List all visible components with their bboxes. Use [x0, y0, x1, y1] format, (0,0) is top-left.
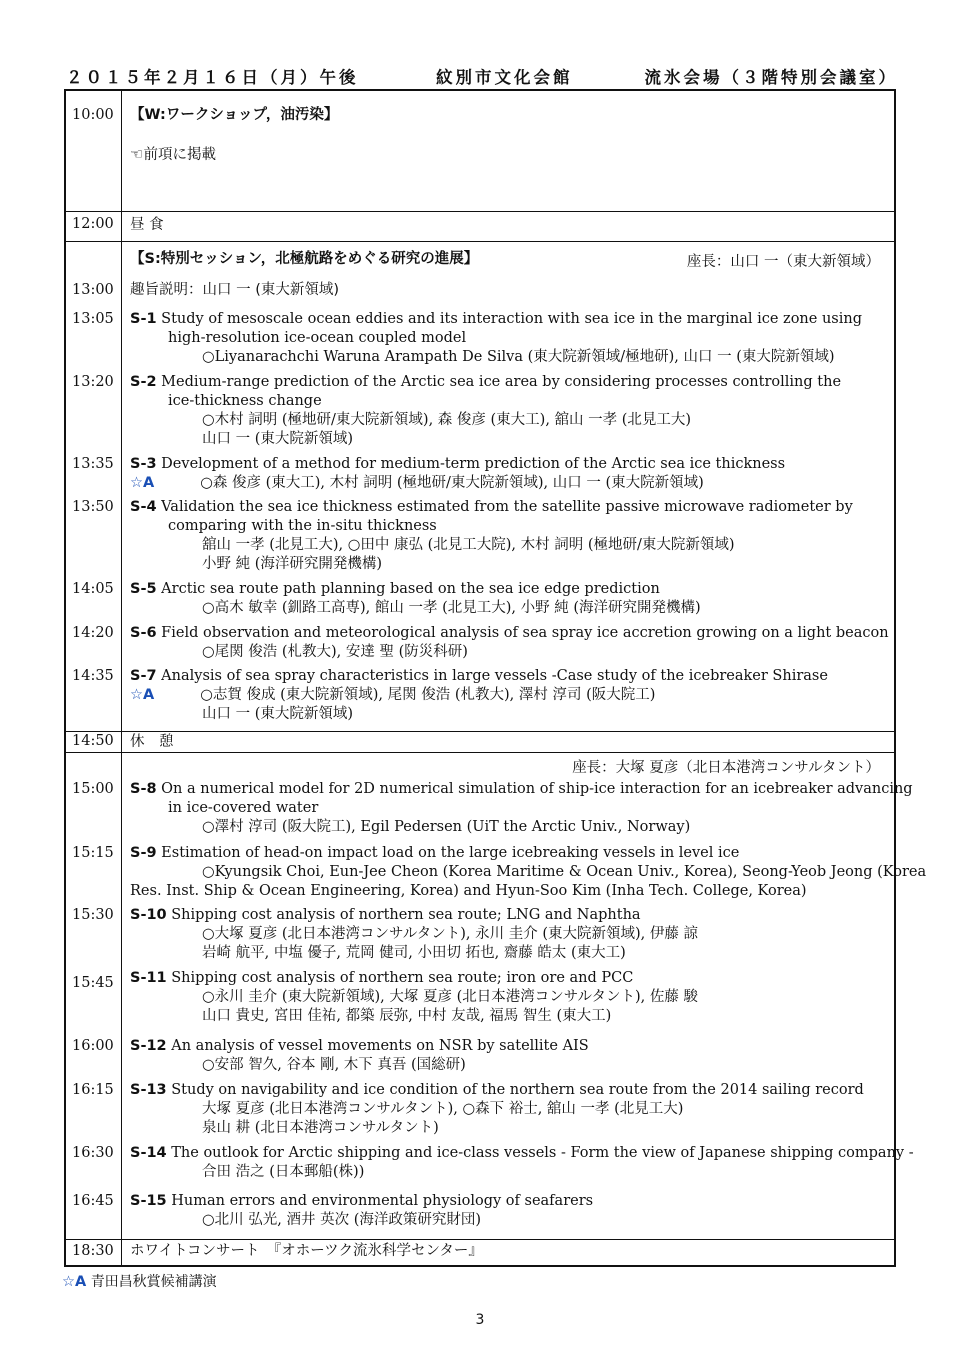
talk-title: Human errors and environmental physiology of seafarers	[171, 1193, 594, 1209]
talk-s11	[130, 969, 888, 1026]
special-session-title: 【S:特別セッション，北極航路をめぐる研究の進展】	[130, 251, 479, 267]
talk-id: S-8	[130, 781, 157, 797]
talk-id: S-1	[130, 311, 157, 327]
footnote	[62, 1271, 217, 1291]
talk-id: S-15	[130, 1193, 167, 1209]
talk-authors: ○澤村 淳司 (阪大院工), Egil Pedersen (UiT the Arctic Univ., Norway)	[202, 819, 691, 835]
talk-title-cont: in ice-covered water	[168, 800, 319, 816]
talk-title: Medium-range prediction of the Arctic sea ice area by considering processes controlling the	[161, 374, 842, 390]
time-s3: 13:35	[72, 456, 114, 472]
talk-s6	[130, 624, 888, 662]
time-s1: 13:05	[72, 311, 114, 327]
talk-title: Analysis of sea spray characteristics in large vessels -Case study of the icebreaker Shirase	[161, 668, 828, 684]
talk-id: S-12	[130, 1038, 167, 1054]
talk-authors: ○高木 敏幸 (釧路工高専), 館山 一孝 (北見工大), 小野 純 (海洋研究開発機構)	[202, 600, 701, 616]
footnote-text: 青田昌秋賞候補講演	[90, 1274, 217, 1290]
page-header	[62, 64, 898, 88]
talk-authors: 山口 貴史, 宮田 佳祐, 都築 辰弥, 中村 友哉, 福馬 智生 (東大工)	[202, 1008, 612, 1024]
time-s8: 15:00	[72, 781, 114, 797]
talk-authors: ○Liyanarachchi Waruna Arampath De Silva (東大院新領域/極地研), 山口 一 (東大院新領域)	[202, 349, 835, 365]
page-number: 3	[475, 1312, 485, 1328]
talk-authors: ○尾関 俊浩 (札教大), 安達 聖 (防災科研)	[202, 644, 468, 660]
row-divider	[66, 211, 894, 212]
break-label: 休 憩	[130, 734, 174, 750]
row-divider	[66, 731, 894, 732]
concert-label: ホワイトコンサート 『オホーツク流氷科学センター』	[130, 1243, 483, 1259]
talk-authors: ○志賀 俊成 (東大院新領域), 尾関 俊浩 (札教大), 澤村 淳司 (阪大院工)	[200, 687, 656, 703]
talk-authors: 大塚 夏彦 (北日本港湾コンサルタント), ○森下 裕士, 舘山 一孝 (北見工大)	[202, 1101, 684, 1117]
talk-id: S-14	[130, 1145, 167, 1161]
talk-s8	[130, 780, 913, 837]
talk-authors: ○永川 圭介 (東大院新領域), 大塚 夏彦 (北日本港湾コンサルタント), 佐藤 駿	[202, 989, 698, 1005]
talk-authors: ○木村 詞明 (極地研/東大院新領域), 森 俊彦 (東大工), 舘山 一孝 (北見工大)	[202, 412, 692, 428]
time-s6: 14:20	[72, 625, 114, 641]
talk-id: S-5	[130, 581, 157, 597]
talk-authors: 合田 浩之 (日本郵船(株))	[202, 1164, 365, 1180]
time-workshop: 10:00	[72, 107, 114, 123]
talk-s2	[130, 373, 888, 449]
row-divider	[66, 1239, 894, 1240]
talk-s15	[130, 1192, 888, 1230]
time-intro: 13:00	[72, 282, 114, 298]
venue-name: 紋別市文化会館	[436, 68, 573, 87]
workshop-title: 【W:ワークショップ，油汚染】	[130, 107, 339, 123]
talk-authors: ○大塚 夏彦 (北日本港湾コンサルタント), 永川 圭介 (東大院新領域), 伊藤 諒	[202, 926, 698, 942]
talk-title: Shipping cost analysis of northern sea route; LNG and Naphtha	[171, 907, 641, 923]
room-name: 流氷会場（３階特別会議室）	[644, 68, 898, 87]
talk-s1	[130, 310, 888, 367]
talk-authors: 舘山 一孝 (北見工大), ○田中 康弘 (北見工大院), 木村 詞明 (極地研/東大院新領域)	[202, 537, 735, 553]
talk-id: S-4	[130, 499, 157, 515]
talk-s3	[130, 455, 888, 493]
time-concert: 18:30	[72, 1243, 114, 1259]
session-intro: 趣旨説明：山口 一 (東大新領域)	[130, 282, 340, 298]
pointing-hand-icon: ☜	[130, 145, 144, 163]
talk-title: Estimation of head-on impact load on the large icebreaking vessels in level ice	[161, 845, 740, 861]
talk-id: S-9	[130, 845, 157, 861]
talk-title: Shipping cost analysis of northern sea route; iron ore and PCC	[171, 970, 634, 986]
talk-s7	[130, 667, 888, 724]
time-s7: 14:35	[72, 668, 114, 684]
time-s9: 15:15	[72, 845, 114, 861]
talk-id: S-10	[130, 907, 167, 923]
time-s4: 13:50	[72, 499, 114, 515]
lunch-label: 昼 食	[130, 217, 164, 233]
talk-authors: 山口 一 (東大院新領域)	[202, 706, 354, 722]
talk-authors: 岩崎 航平, 中塩 優子, 荒岡 健司, 小田切 拓也, 齋藤 皓太 (東大工)	[202, 945, 626, 961]
talk-title-cont: high-resolution ice-ocean coupled model	[168, 330, 467, 346]
talk-id: S-13	[130, 1082, 167, 1098]
time-s11: 15:45	[72, 975, 114, 991]
time-s15: 16:45	[72, 1193, 114, 1209]
time-lunch: 12:00	[72, 216, 114, 232]
talk-id: S-6	[130, 625, 157, 641]
talk-id: S-3	[130, 456, 157, 472]
talk-title: Study on navigability and ice condition of the northern sea route from the 2014 sailing record	[171, 1082, 864, 1098]
talk-s14	[130, 1144, 914, 1182]
talk-title: Field observation and meteorological analysis of sea spray ice accretion growing on a light beacon	[161, 625, 889, 641]
talk-title-cont: ice-thickness change	[168, 393, 322, 409]
time-s14: 16:30	[72, 1145, 114, 1161]
award-candidate-star-icon: ☆A	[130, 475, 155, 491]
talk-id: S-7	[130, 668, 157, 684]
column-divider	[121, 91, 122, 1265]
time-break: 14:50	[72, 733, 114, 749]
talk-title: Arctic sea route path planning based on the sea ice edge prediction	[161, 581, 660, 597]
talk-authors: 山口 一 (東大院新領域)	[202, 431, 354, 447]
talk-s13	[130, 1081, 888, 1138]
talk-s4	[130, 498, 888, 574]
talk-authors: ○森 俊彦 (東大工), 木村 詞明 (極地研/東大院新領域), 山口 一 (東大院新領域)	[200, 475, 704, 491]
time-s5: 14:05	[72, 581, 114, 597]
talk-title: Study of mesoscale ocean eddies and its interaction with sea ice in the marginal ice zone using	[161, 311, 862, 327]
talk-id: S-11	[130, 970, 167, 986]
talk-title-cont: comparing with the in-situ thickness	[168, 518, 437, 534]
award-candidate-star-icon: ☆A	[62, 1274, 87, 1290]
talk-s9	[130, 844, 927, 901]
time-s13: 16:15	[72, 1082, 114, 1098]
talk-s10	[130, 906, 888, 963]
session-chair: 座長：山口 一（東大新領域）	[686, 254, 880, 270]
talk-title: Development of a method for medium-term prediction of the Arctic sea ice thickness	[161, 456, 786, 472]
talk-authors: ○Kyungsik Choi, Eun-Jee Cheon (Korea Maritime & Ocean Univ., Korea), Seong-Yeob Jeong (Korea	[202, 864, 927, 880]
talk-s5	[130, 580, 888, 618]
time-s12: 16:00	[72, 1038, 114, 1054]
talk-title: On a numerical model for 2D numerical simulation of ship-ice interaction for an icebreaker advancing	[161, 781, 913, 797]
time-s10: 15:30	[72, 907, 114, 923]
session2-chair: 座長：大塚 夏彦（北日本港湾コンサルタント）	[572, 760, 880, 776]
talk-title: An analysis of vessel movements on NSR by satellite AIS	[171, 1038, 589, 1054]
workshop-note: ☜前項に掲載	[130, 145, 216, 163]
talk-authors-cont: Res. Inst. Ship & Ocean Engineering, Korea) and Hyun-Soo Kim (Inha Tech. College, Korea)	[130, 883, 807, 899]
session-date: ２０１５年２月１６日（月）午後	[66, 68, 359, 87]
talk-authors: 小野 純 (海洋研究開発機構)	[202, 556, 383, 572]
time-s2: 13:20	[72, 374, 114, 390]
talk-authors: 泉山 耕 (北日本港湾コンサルタント)	[202, 1120, 439, 1136]
talk-authors: ○安部 智久, 谷本 剛, 木下 真吾 (国総研)	[202, 1057, 466, 1073]
award-candidate-star-icon: ☆A	[130, 687, 155, 703]
talk-authors: ○北川 弘光, 酒井 英次 (海洋政策研究財団)	[202, 1212, 482, 1228]
row-divider	[66, 241, 894, 242]
talk-s12	[130, 1037, 888, 1075]
row-divider	[66, 752, 894, 753]
talk-title: Validation the sea ice thickness estimated from the satellite passive microwave radiometer by	[161, 499, 853, 515]
talk-title: The outlook for Arctic shipping and ice-class vessels - Form the view of Japanese shipping company -	[171, 1145, 914, 1161]
talk-id: S-2	[130, 374, 157, 390]
